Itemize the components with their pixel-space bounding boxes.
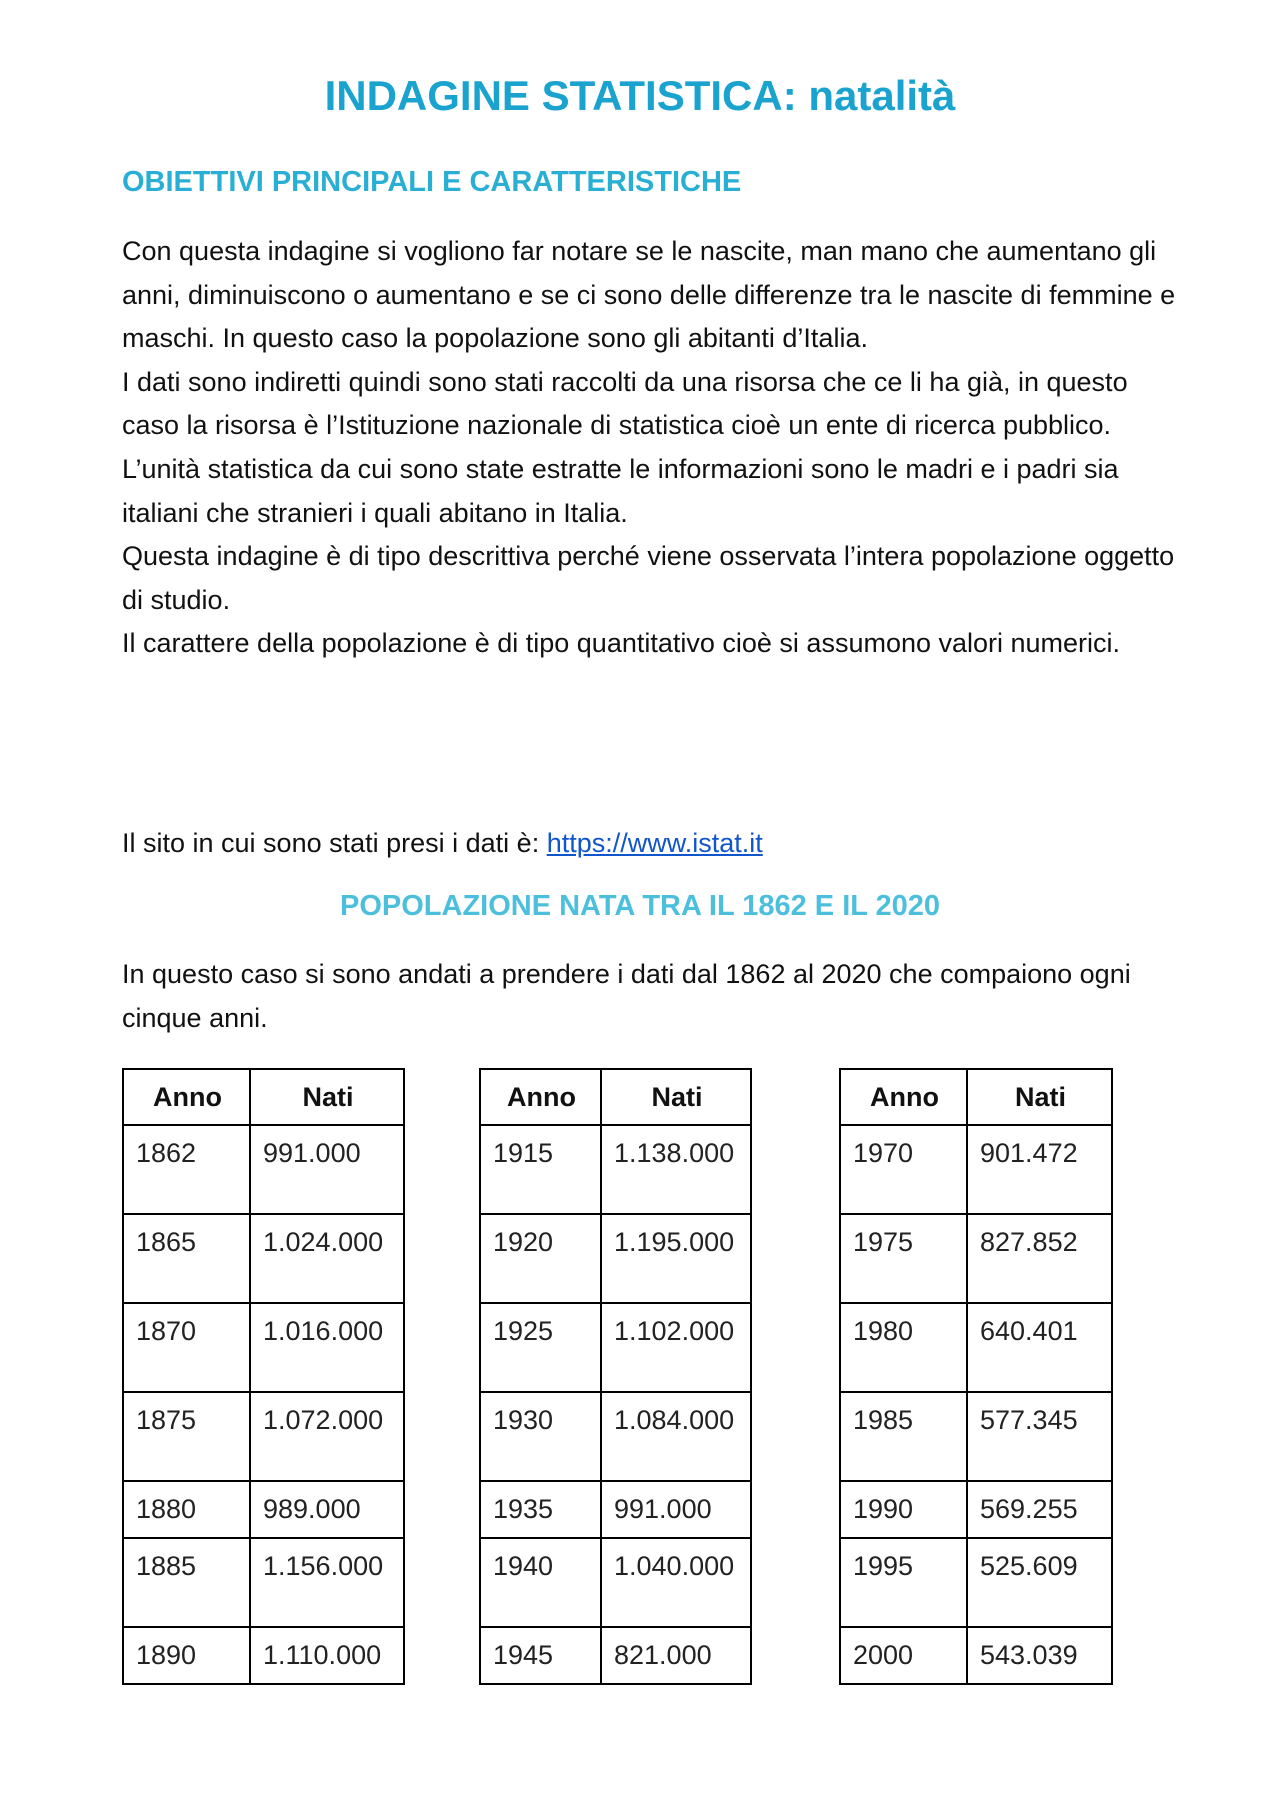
year-cell: 1935 xyxy=(480,1481,601,1538)
paragraph: Questa indagine è di tipo descrittiva perché viene osservata l’intera popolazione oggetto di studio. xyxy=(122,541,1175,615)
births-cell: 821.000 xyxy=(601,1627,751,1684)
year-cell: 1945 xyxy=(480,1627,601,1684)
column-header-year: Anno xyxy=(480,1069,601,1125)
column-header-births: Nati xyxy=(601,1069,751,1125)
births-cell: 1.156.000 xyxy=(250,1538,404,1627)
births-cell: 1.110.000 xyxy=(250,1627,404,1684)
year-cell: 1990 xyxy=(840,1481,967,1538)
year-cell: 1975 xyxy=(840,1214,967,1303)
births-cell: 543.039 xyxy=(967,1627,1112,1684)
paragraph: L’unità statistica da cui sono state estratte le informazioni sono le madri e i padri sia italiani che stranieri i quali abitano in Italia. xyxy=(122,453,1119,528)
births-cell: 1.102.000 xyxy=(601,1303,751,1392)
births-cell: 991.000 xyxy=(250,1125,404,1214)
year-cell: 1875 xyxy=(123,1392,250,1481)
year-cell: 1930 xyxy=(480,1392,601,1481)
year-cell: 1865 xyxy=(123,1214,250,1303)
births-cell: 525.609 xyxy=(967,1538,1112,1627)
section-heading-population: POPOLAZIONE NATA TRA IL 1862 E IL 2020 xyxy=(339,890,941,922)
istat-link[interactable]: https://www.istat.it xyxy=(546,828,763,858)
paragraph: Con questa indagine si vogliono far notare se le nascite, man mano che aumentano gli anni, diminuiscono o aumentano e se ci sono delle differenze tra le nascite di femmine e maschi. In questo caso la popolazione sono gli abitanti d’Italia. xyxy=(122,236,1176,354)
column-header-births: Nati xyxy=(250,1069,404,1125)
paragraph: I dati sono indiretti quindi sono stati raccolti da una risorsa che ce li ha già, in questo caso la risorsa è l’Istituzione nazionale di statistica cioè un ente di ricerca pubblico. xyxy=(122,366,1128,441)
year-cell: 1890 xyxy=(123,1627,250,1684)
births-cell: 1.138.000 xyxy=(601,1125,751,1214)
year-cell: 2000 xyxy=(840,1627,967,1684)
births-cell: 827.852 xyxy=(967,1214,1112,1303)
section-heading-objectives: OBIETTIVI PRINCIPALI E CARATTERISTICHE xyxy=(122,166,742,198)
births-cell: 901.472 xyxy=(967,1125,1112,1214)
births-cell: 1.040.000 xyxy=(601,1538,751,1627)
year-cell: 1885 xyxy=(123,1538,250,1627)
objectives-text xyxy=(122,230,1182,666)
paragraph: Il carattere della popolazione è di tipo quantitativo cioè si assumono valori numerici. xyxy=(122,628,1121,659)
year-cell: 1925 xyxy=(480,1303,601,1392)
births-table-1 xyxy=(122,1068,405,1685)
year-cell: 1940 xyxy=(480,1538,601,1627)
births-table-3 xyxy=(839,1068,1113,1685)
births-cell: 1.024.000 xyxy=(250,1214,404,1303)
page-title: INDAGINE STATISTICA: natalità xyxy=(324,72,956,119)
births-cell: 1.016.000 xyxy=(250,1303,404,1392)
year-cell: 1995 xyxy=(840,1538,967,1627)
column-header-year: Anno xyxy=(840,1069,967,1125)
births-cell: 577.345 xyxy=(967,1392,1112,1481)
births-table-2 xyxy=(479,1068,752,1685)
year-cell: 1880 xyxy=(123,1481,250,1538)
column-header-births: Nati xyxy=(967,1069,1112,1125)
population-intro: In questo caso si sono andati a prendere i dati dal 1862 al 2020 che compaiono ogni cinque anni. xyxy=(122,959,1131,1033)
year-cell: 1920 xyxy=(480,1214,601,1303)
births-cell: 989.000 xyxy=(250,1481,404,1538)
year-cell: 1980 xyxy=(840,1303,967,1392)
column-header-year: Anno xyxy=(123,1069,250,1125)
births-cell: 1.195.000 xyxy=(601,1214,751,1303)
year-cell: 1915 xyxy=(480,1125,601,1214)
year-cell: 1985 xyxy=(840,1392,967,1481)
year-cell: 1970 xyxy=(840,1125,967,1214)
births-cell: 1.084.000 xyxy=(601,1392,751,1481)
source-label: Il sito in cui sono stati presi i dati è: xyxy=(122,828,547,858)
births-cell: 991.000 xyxy=(601,1481,751,1538)
year-cell: 1870 xyxy=(123,1303,250,1392)
source-line xyxy=(122,822,763,866)
births-cell: 640.401 xyxy=(967,1303,1112,1392)
births-cell: 1.072.000 xyxy=(250,1392,404,1481)
births-cell: 569.255 xyxy=(967,1481,1112,1538)
year-cell: 1862 xyxy=(123,1125,250,1214)
